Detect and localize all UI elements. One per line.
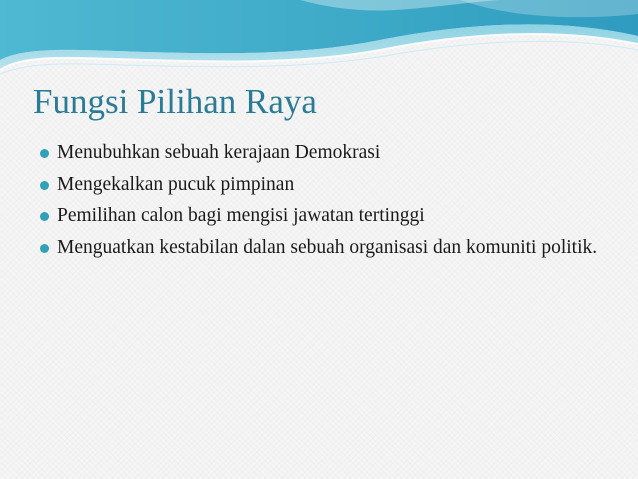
slide-title: Fungsi Pilihan Raya [33, 82, 317, 121]
bullet-text: Menguatkan kestabilan dalan sebuah organisasi dan komuniti politik. [57, 236, 598, 258]
bullet-item [40, 235, 600, 261]
wave-header-decoration [0, 0, 638, 90]
bullet-dot-icon [40, 181, 49, 190]
bullet-dot-icon [40, 149, 49, 158]
bullet-text: Menubuhkan sebuah kerajaan Demokrasi [57, 142, 381, 163]
bullet-item [40, 203, 600, 229]
bullet-text: Mengekalkan pucuk pimpinan [57, 173, 295, 195]
bullet-item [40, 172, 600, 198]
bullet-item [40, 140, 600, 166]
bullet-dot-icon [40, 212, 49, 221]
bullet-list [40, 140, 600, 266]
bullet-dot-icon [40, 244, 49, 253]
bullet-text: Pemilihan calon bagi mengisi jawatan tertinggi [57, 205, 425, 226]
